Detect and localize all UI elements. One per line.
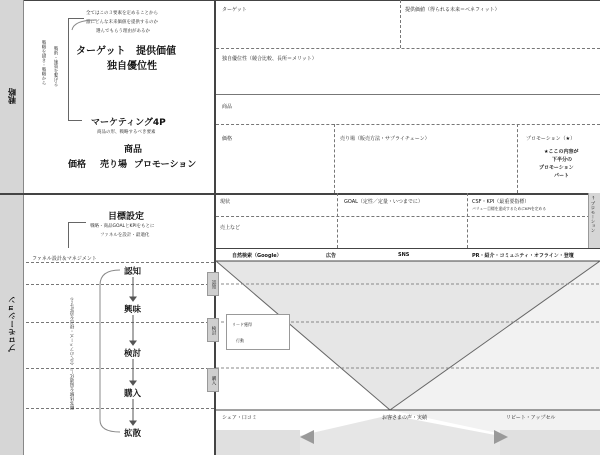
uniqueness-heading: 独自優位性	[107, 61, 157, 72]
product-heading: 商品	[124, 145, 143, 155]
side-note-b: 戦術・施策を繋げる	[53, 46, 58, 87]
cell-csf-sub: バリュー目標を達成するためにKPIを定める	[472, 206, 547, 211]
cell-target: ターゲット	[222, 7, 247, 13]
cell-csf: CSF・KPI（最重要指標）	[472, 199, 530, 205]
intro-line-2: 誰にどんな未来価値を提供するのか	[86, 20, 158, 25]
promotion-heading: プロモーション	[134, 160, 197, 170]
target-heading: ターゲット	[76, 46, 126, 57]
promotion-note-1: ★ここの内容が	[544, 149, 579, 155]
cell-voice: お客さまの声・実績	[382, 415, 428, 421]
legend-box	[226, 314, 290, 350]
side-note-a: 戦略を描き・戦略から	[41, 40, 46, 85]
promotion-note-2: 下半分の	[552, 157, 573, 163]
cell-place: 売り場（販売方法・サプライチェーン）	[340, 136, 430, 142]
funnel-step-advocacy: 拡散	[124, 429, 142, 439]
funnel-title: ファネル設計＆マネジメント	[32, 256, 97, 262]
cell-future-value: 提供価値（得られる未来＝ベネフィット）	[405, 7, 500, 13]
cell-share: シェア・口コミ	[222, 415, 257, 421]
cell-goal: GOAL（定性／定量・いつまでに）	[344, 199, 423, 205]
cell-price: 価格	[222, 136, 233, 142]
funnel-tab-awareness: 認知	[207, 272, 219, 296]
promotion-arrow-label: ← プロモーション	[590, 196, 595, 233]
cell-promotion: プロモーション（★）	[526, 136, 576, 142]
intro-line-3: 選んでもらう理由があるか	[96, 29, 150, 34]
funnel-side-note: 顧客体験を最適化し、全てのフェーズ・接点を設計する	[70, 297, 75, 410]
channel-organic: 自然検索（Google）	[232, 253, 282, 259]
funnel-step-consideration: 検討	[124, 349, 142, 359]
promotion-note-3: プロモーション	[539, 165, 574, 171]
funnel-tab-purchase: 購入	[207, 368, 219, 392]
promotion-note-4: パート	[554, 173, 570, 179]
cell-sales: 売上など	[220, 225, 241, 231]
channel-pr: PR・紹介・コミュニティ・オフライン・登壇	[472, 253, 574, 259]
cell-product: 商品	[222, 104, 233, 110]
place-heading: 売り場	[100, 160, 128, 170]
legend-lead: リード獲得	[232, 322, 252, 327]
cell-repeat: リピート・アップセル	[506, 415, 556, 421]
value-heading: 提供価値	[136, 46, 176, 57]
promotion-label: プロモーション	[7, 296, 17, 352]
goal-sub-2: ファネルを設計・最適化	[100, 233, 150, 238]
intro-line-1: 全てはこの３要素を定めることから	[86, 11, 158, 16]
goal-sub-1: 戦略・商品GOALとKPIをもとに	[90, 224, 155, 229]
goal-heading: 目標設定	[108, 212, 145, 222]
funnel-step-interest: 興味	[124, 305, 142, 315]
funnel-step-purchase: 購入	[124, 389, 142, 399]
price-heading: 価格	[68, 160, 87, 170]
funnel-step-awareness: 認知	[124, 267, 142, 277]
channel-sns: SNS	[398, 252, 410, 258]
marketing4p-sub: 商品の形、戦略するべき要素	[97, 130, 156, 135]
funnel-tab-consideration: 検討	[207, 318, 219, 342]
cell-current: 現状	[220, 199, 231, 205]
marketing4p-heading: マーケティング4P	[91, 118, 166, 128]
legend-action: 行動	[236, 338, 244, 343]
channel-ads: 広告	[326, 253, 337, 259]
strategy-label: 戦略	[7, 88, 17, 105]
cell-unique: 独自優位性（競合比較、長所＝メリット）	[222, 56, 317, 62]
